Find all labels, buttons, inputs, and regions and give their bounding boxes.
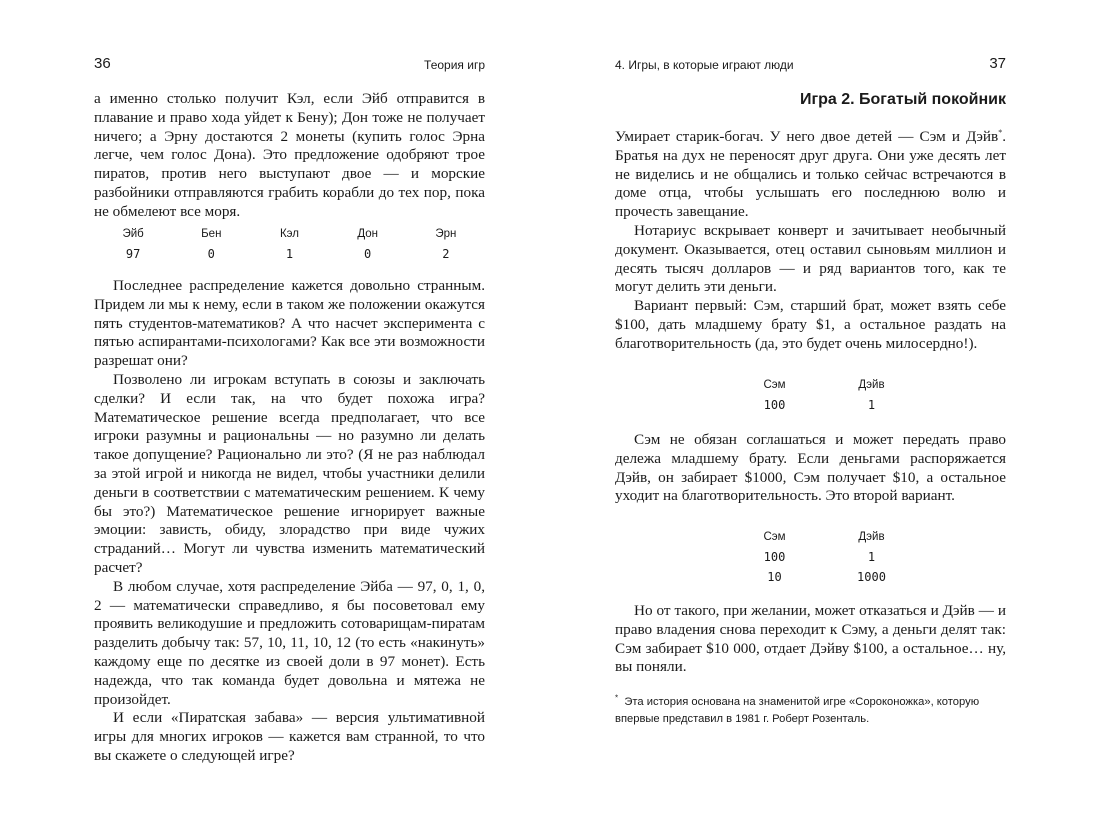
paragraph: Сэм не обязан соглашаться и может передать право дележа младшему брату. Если деньгами распоряжается Дэйв, он забирает $1000, Сэм получает $10, а остальное уходит на благотворительность. Это второй вариант. <box>615 431 1006 505</box>
table-header-cell: Бен <box>201 228 222 240</box>
left-body-top <box>94 90 485 222</box>
table-header-cell: Эрн <box>435 228 457 240</box>
table-cell: 1 <box>867 398 876 412</box>
paragraph: а именно столько получит Кэл, если Эйб отправится в плавание и право хода уйдет к Бену); Дон тоже не получает ничего; а Эрну достаются 2 монеты (купить голос Эрна легче, чем голос Дона). Это предложение одобряют трое пиратов, против него выступают двое — и морские разбойники отправляются грабить корабли до тех пор, пока не обмелеют все моря. <box>94 90 485 220</box>
table-header-row <box>94 224 485 244</box>
running-head-title: Теория игр <box>424 58 485 72</box>
option-one-table <box>726 375 920 415</box>
table-cell: 100 <box>763 398 786 412</box>
paragraph: Нотариус вскрывает конверт и зачитывает необычный документ. Оказывается, отец оставил сыновьям миллион и десять тысяч долларов — и ряд вариантов того, как те могут делить эти деньги. <box>615 221 1006 296</box>
table-cell: 0 <box>364 247 372 261</box>
paragraph: Но от такого, при желании, может отказаться и Дэйв — и право владения снова переходит к Сэму, а деньги делят так: Сэм забирает $10 000, отдает Дэйву $100, а остальное… ну, вы поняли. <box>615 602 1006 676</box>
paragraph-text: Умирает старик-богач. У него двое детей — Сэм и Дэйв <box>615 128 999 145</box>
paragraph-text: . Братья на дух не переносят друг друга. Они уже десять лет не виделись и не общались и только сейчас встречаются в доме отца, чтобы услышать его последнюю волю и прочесть завещание. <box>615 128 1006 221</box>
right-body-middle <box>615 431 1006 506</box>
page-number: 36 <box>94 55 111 72</box>
footnote-marker: * <box>998 127 1003 137</box>
section-heading: Игра 2. Богатый покойник <box>799 91 1006 108</box>
option-two-table <box>726 527 920 587</box>
left-body-main <box>94 277 485 766</box>
right-running-header <box>615 54 1006 76</box>
table-header-cell: Дэйв <box>858 379 885 391</box>
table-cell: 2 <box>442 247 450 261</box>
table-cell: 1 <box>867 550 876 564</box>
footnote <box>615 694 1006 728</box>
pirates-distribution-table <box>94 224 485 264</box>
table-header-cell: Сэм <box>763 531 786 543</box>
table-header-cell: Эйб <box>122 228 144 240</box>
table-cell: 10 <box>767 570 782 584</box>
table-header-cell: Дэйв <box>858 531 885 543</box>
paragraph: Вариант первый: Сэм, старший брат, может взять себе $100, дать младшему брату $1, а остальное раздать на благотворительность (да, это будет очень милосердно!). <box>615 297 1006 352</box>
table-cell: 100 <box>763 550 786 564</box>
running-head-title: 4. Игры, в которые играют люди <box>615 58 794 72</box>
table-cell: 97 <box>125 247 141 261</box>
paragraph: И если «Пиратская забава» — версия ультимативной игры для многих игроков — кажется вам странной, то что вы скажете о следующей игре? <box>94 709 485 764</box>
footnote-text-block <box>615 694 1006 728</box>
table-cell: 0 <box>207 247 215 261</box>
table-header-row <box>726 527 920 547</box>
paragraph <box>615 128 1006 222</box>
left-running-header <box>94 54 485 76</box>
paragraph: Последнее распределение кажется довольно странным. Придем ли мы к нему, если в таком же положении окажутся пять студентов-математиков? А что насчет эксперимента с пятью аспирантами-психологами? Как все эти возможности разрешат они? <box>94 277 485 370</box>
table-header-cell: Дон <box>357 228 378 240</box>
table-header-row <box>726 375 920 395</box>
table-row <box>726 547 920 567</box>
footnote-text: Эта история основана на знаменитой игре «Сороконожка», которую впервые представил в 1981 г. Роберт Розенталь. <box>615 696 980 725</box>
table-row <box>726 567 920 587</box>
table-header-cell: Кэл <box>279 228 299 240</box>
page-number: 37 <box>989 55 1006 72</box>
table-row <box>94 244 485 264</box>
table-header-cell: Сэм <box>763 379 786 391</box>
footnote-marker: * <box>615 693 619 703</box>
table-cell: 1 <box>285 247 294 261</box>
right-body-bottom <box>615 602 1006 677</box>
paragraph: В любом случае, хотя распределение Эйба — 97, 0, 1, 0, 2 — математически справедливо, я бы посоветовал ему проявить великодушие и предложить сотоварищам-пиратам разделить добычу так: 57, 10, 11, 10, 12 (то есть «накинуть» каждому еще по десятке из своей доли в 97 монет). Есть надежда, что так команда будет довольна и мятежа не произойдет. <box>94 577 485 708</box>
paragraph: Позволено ли игрокам вступать в союзы и заключать сделки? И если так, на что будет похожа игра? Математическое решение всегда предполагает, что все игроки разумны и рациональны — но разумно ли делать такое допущение? Рационально ли это? (Я не раз наблюдал за этой игрой и никогда не видел, чтобы участники делили деньги в соответствии с математическим решением. К чему бы это?) Математическое решение игнорирует важные эмоции: зависть, обиду, злорадство при виде чужих страданий… Могут ли чувства изменить математический расчет? <box>94 370 485 576</box>
table-cell: 1000 <box>857 570 886 584</box>
right-body-top <box>615 128 1006 354</box>
table-row <box>726 395 920 415</box>
